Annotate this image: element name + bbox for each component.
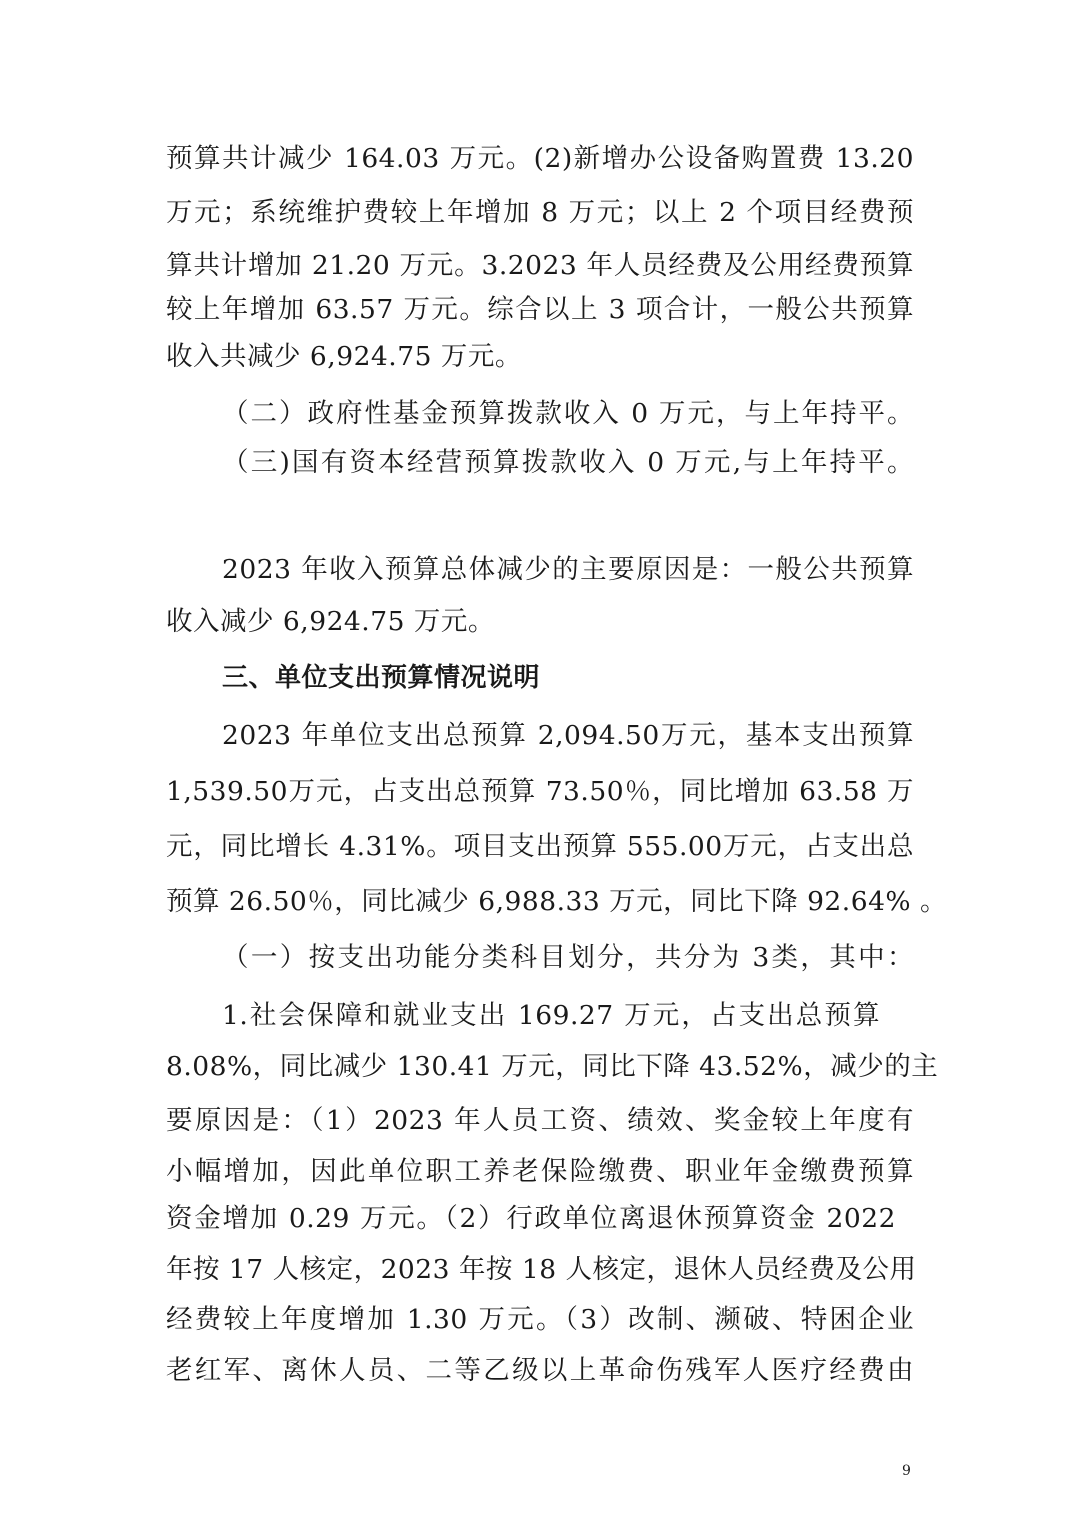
paragraph-line: 2023 年收入预算总体减少的主要原因是：一般公共预算 [222, 554, 914, 585]
paragraph-line: （三)国有资本经营预算拨款收入 0 万元,与上年持平。 [222, 447, 914, 478]
paragraph-line: （一）按支出功能分类科目划分，共分为 3类，其中： [222, 942, 914, 973]
paragraph-line: 1,539.50万元，占支出总预算 73.50％，同比增加 63.58 万 [166, 776, 914, 807]
paragraph-line: 要原因是：（1）2023 年人员工资、绩效、奖金较上年度有 [166, 1105, 914, 1136]
paragraph-line: （二）政府性基金预算拨款收入 0 万元，与上年持平。 [222, 398, 914, 429]
paragraph-line: 元，同比增长 4.31%。项目支出预算 555.00万元，占支出总 [166, 831, 914, 862]
paragraph-line: 老红军、离休人员、二等乙级以上革命伤残军人医疗经费由 [166, 1355, 914, 1386]
paragraph-line: 收入共减少 6,924.75 万元。 [166, 341, 522, 372]
paragraph-line: 1.社会保障和就业支出 169.27 万元，占支出总预算 [222, 1000, 880, 1031]
paragraph-line: 资金增加 0.29 万元。（2）行政单位离退休预算资金 2022 [166, 1203, 896, 1234]
paragraph-line: 8.08%，同比减少 130.41 万元，同比下降 43.52%，减少的主 [166, 1051, 939, 1082]
paragraph-line: 经费较上年度增加 1.30 万元。（3）改制、濒破、特困企业 [166, 1304, 914, 1335]
paragraph-line: 预算 26.50％，同比减少 6,988.33 万元，同比下降 92.64% 。 [166, 886, 948, 917]
paragraph-line: 较上年增加 63.57 万元。综合以上 3 项合计，一般公共预算 [166, 294, 914, 325]
paragraph-line: 万元；系统维护费较上年增加 8 万元；以上 2 个项目经费预 [166, 197, 914, 228]
paragraph-line: 收入减少 6,924.75 万元。 [166, 606, 495, 637]
page-number: 9 [902, 1463, 911, 1479]
paragraph-line: 小幅增加，因此单位职工养老保险缴费、职业年金缴费预算 [166, 1156, 914, 1187]
paragraph-line: 算共计增加 21.20 万元。3.2023 年人员经费及公用经费预算 [166, 250, 914, 281]
paragraph-line: 年按 17 人核定，2023 年按 18 人核定，退休人员经费及公用 [166, 1254, 917, 1285]
paragraph-line: 2023 年单位支出总预算 2,094.50万元，基本支出预算 [222, 720, 914, 751]
paragraph-line: 预算共计减少 164.03 万元。(2)新增办公设备购置费 13.20 [166, 143, 914, 174]
section-heading: 三、单位支出预算情况说明 [222, 663, 541, 693]
